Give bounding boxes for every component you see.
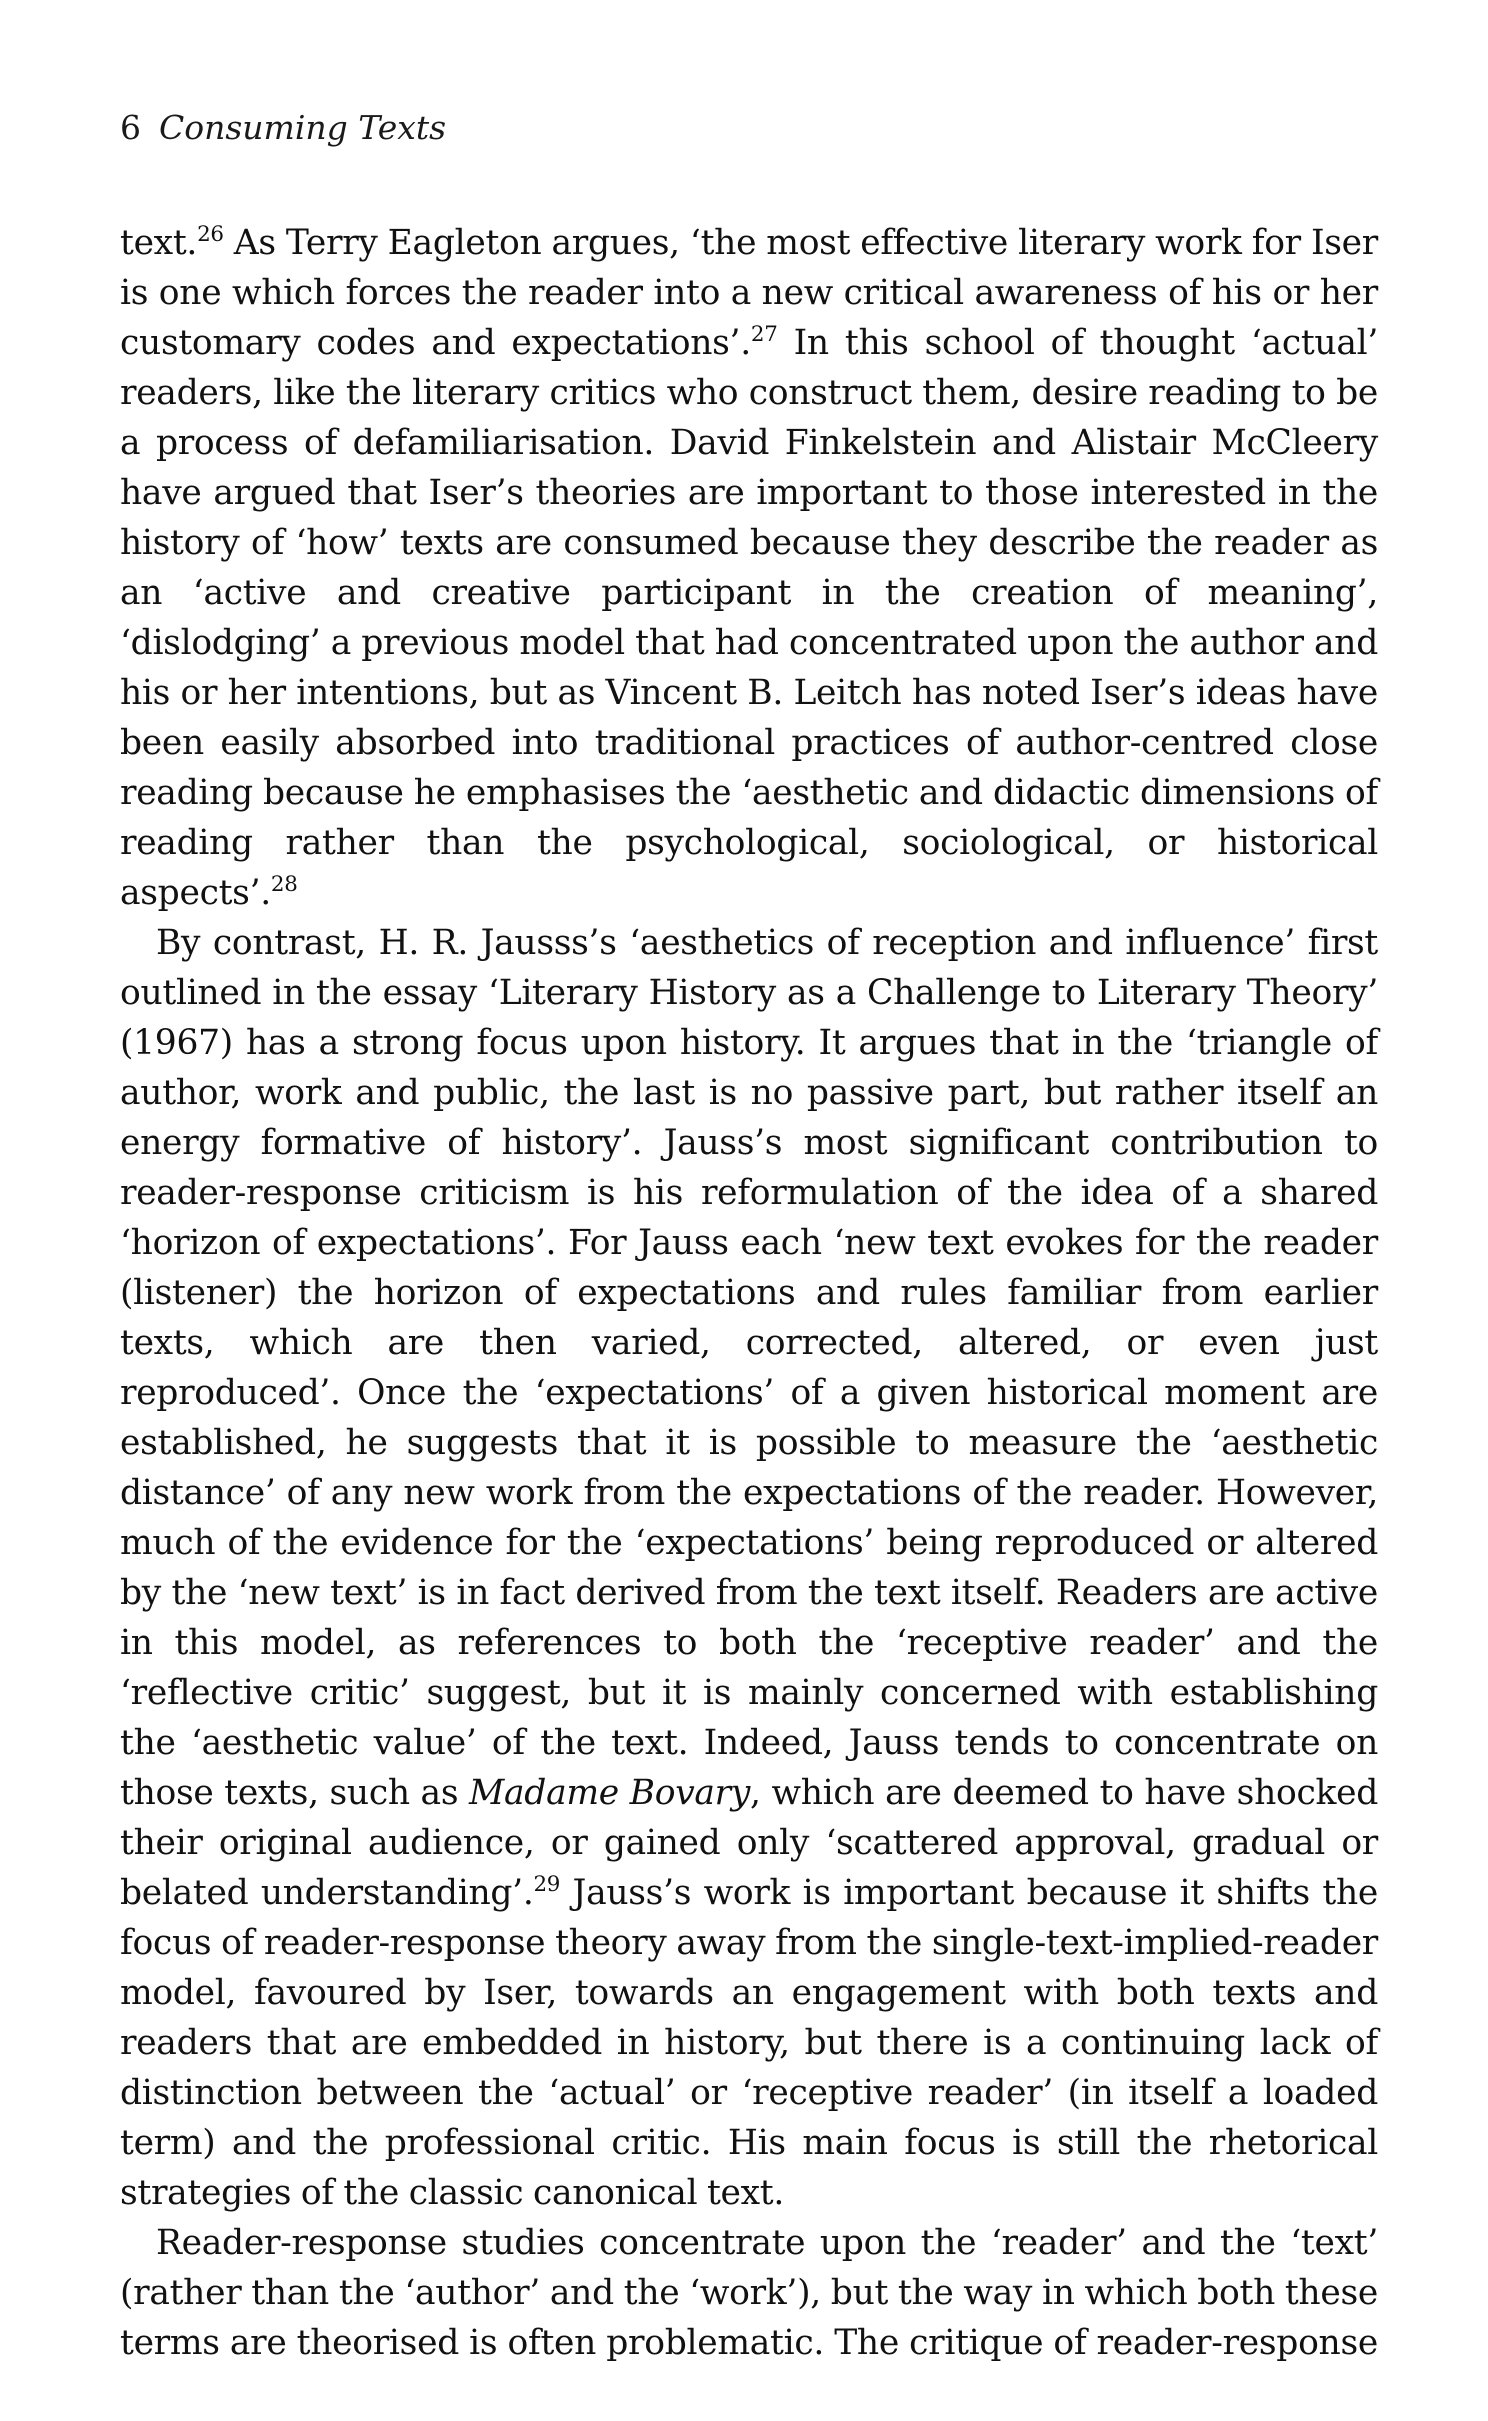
book-title: Consuming Texts <box>159 108 447 147</box>
footnote-ref: 28 <box>270 871 298 897</box>
running-head <box>120 108 446 148</box>
footnote-ref: 27 <box>750 321 778 347</box>
paragraph-3 <box>120 2218 1378 2368</box>
text-run: text. <box>120 223 198 263</box>
text-run: Jauss’s work is important because it shifts the focus of reader-response theory away from the single-text-implied-reader model, favoured by Iser, towards an engagement with both texts and readers that are embedded in history, but there is a continuing lack of distinction between the ‘actual’ or ‘receptive reader’ (in itself a loaded term) and the professional critic. His main focus is still the rhetorical strategies of the classic canonical text. <box>120 1873 1378 2213</box>
paragraph-2 <box>120 918 1378 2218</box>
text-run: Reader-response studies concentrate upon the ‘reader’ and the ‘text’ (rather than the ‘author’ and the ‘work’), but the way in which both these terms are theorised is often problematic. The critique of reader-response <box>120 2223 1378 2363</box>
page-number: 6 <box>120 108 141 147</box>
footnote-ref: 29 <box>533 1871 561 1897</box>
paragraph-1 <box>120 218 1378 918</box>
text-run: By contrast, H. R. Jausss’s ‘aesthetics of reception and influence’ first outlined in the essay ‘Literary History as a Challenge to Literary Theory’ (1967) has a strong focus upon history. It argues that in the ‘triangle of author, work and public, the last is no passive part, but rather itself an energy formative of history’. Jauss’s most significant contribution to reader-response criticism is his reformulation of the idea of a shared ‘horizon of expectations’. For Jauss each ‘new text evokes for the reader (listener) the horizon of expectations and rules familiar from earlier texts, which are then varied, corrected, altered, or even just reproduced’. Once the ‘expectations’ of a given historical moment are established, he suggests that it is possible to measure the ‘aesthetic distance’ of any new work from the expectations of the reader. However, much of the evidence for the ‘expectations’ being reproduced or altered by the ‘new text’ is in fact derived from the text itself. Readers are active in this model, as references to both the ‘receptive reader’ and the ‘reflective critic’ suggest, but it is mainly concerned with establishing the ‘aesthetic value’ of the text. Indeed, Jauss tends to concentrate on those texts, such as <box>120 923 1378 1813</box>
body-text <box>120 218 1378 2368</box>
text-run: , which are deemed to have shocked their original audience, or gained only ‘scattered approval, gradual or belated understanding’. <box>120 1773 1378 1913</box>
italic-title: Madame Bovary <box>469 1773 751 1813</box>
text-run: In this school of thought ‘actual’ readers, like the literary critics who construct them, desire reading to be a process of defamiliarisation. David Finkelstein and Alistair McCleery have argued that Iser’s theories are important to those interested in the history of ‘how’ texts are consumed because they describe the reader as an ‘active and creative participant in the creation of meaning’, ‘dislodging’ a previous model that had concentrated upon the author and his or her intentions, but as Vincent B. Leitch has noted Iser’s ideas have been easily absorbed into traditional practices of author-centred close reading because he emphasises the ‘aesthetic and didactic dimensions of reading rather than the psychological, sociological, or historical aspects’. <box>120 323 1378 913</box>
text-run: As Terry Eagleton argues, ‘the most effective literary work for Iser is one which forces the reader into a new critical awareness of his or her customary codes and expectations’. <box>120 223 1378 363</box>
footnote-ref: 26 <box>197 221 224 247</box>
